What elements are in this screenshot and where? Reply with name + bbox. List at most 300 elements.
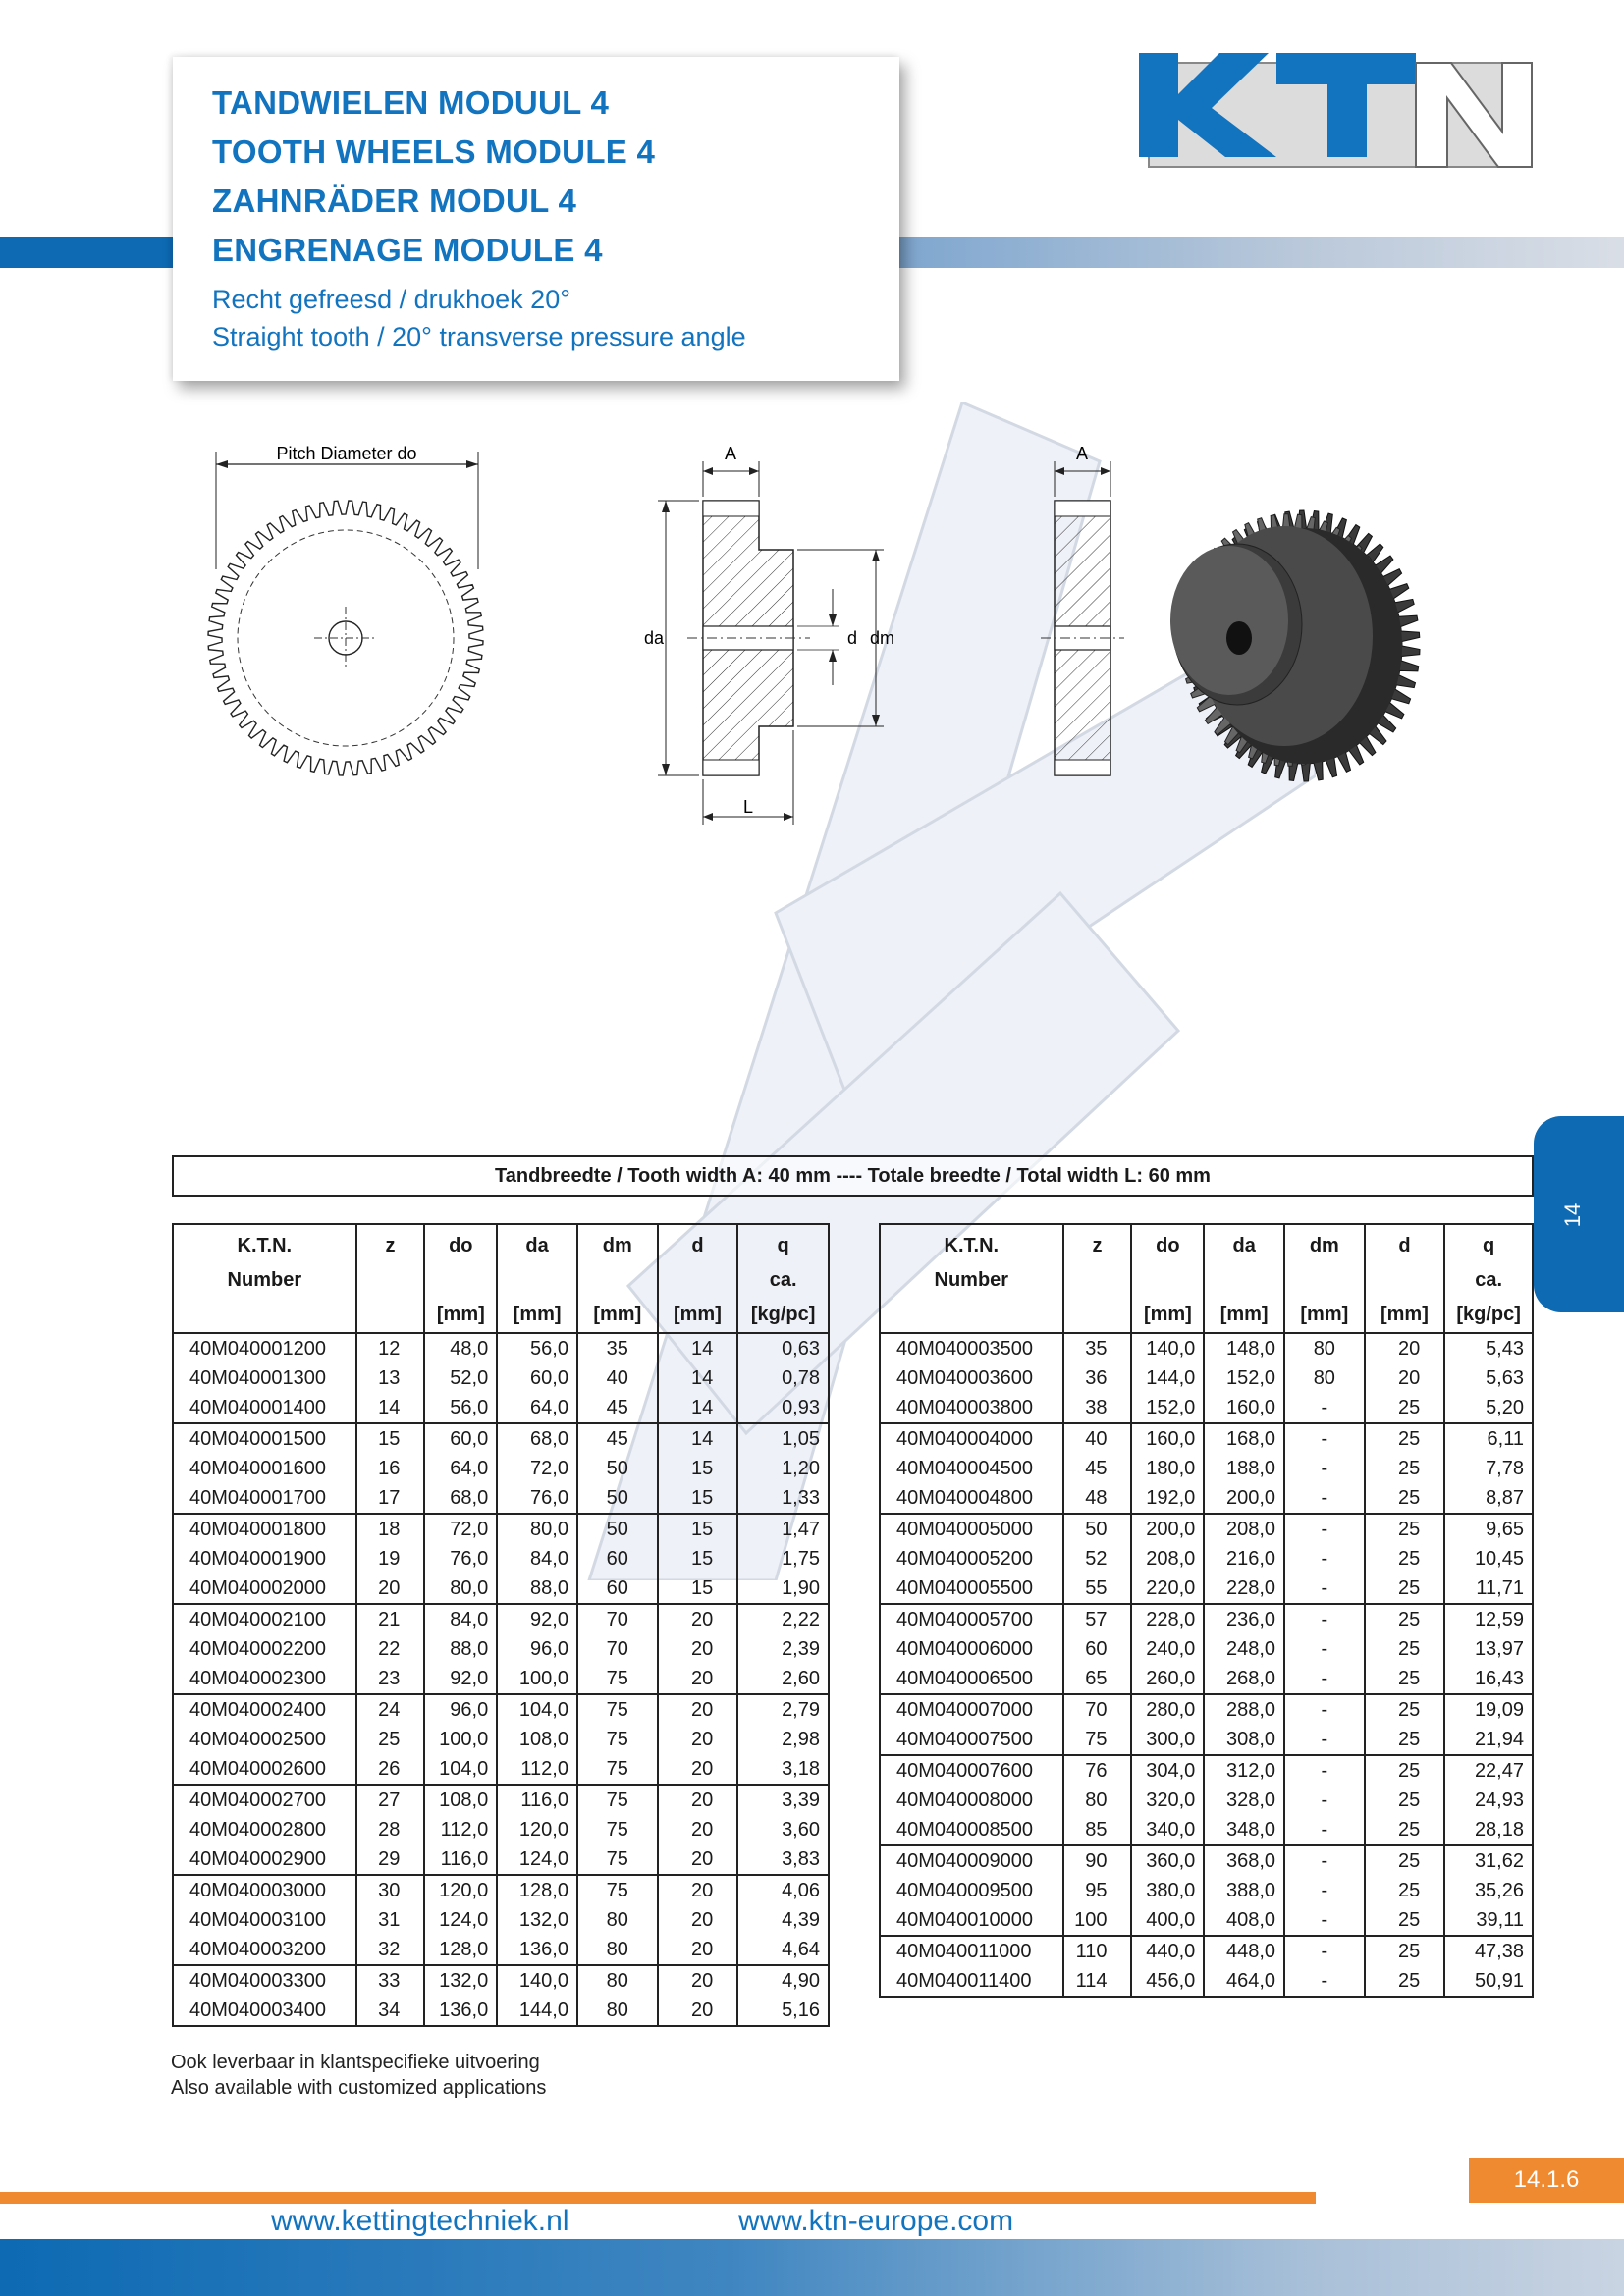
cell-z: 17	[356, 1483, 425, 1514]
table-row	[173, 1634, 829, 1664]
cell-ktn-number: 40M040004800	[880, 1483, 1063, 1514]
cell-ktn-number: 40M040002300	[173, 1664, 356, 1694]
cell-q: 1,90	[737, 1574, 829, 1604]
cell-dm: 70	[577, 1634, 658, 1664]
cell-d: 25	[1365, 1786, 1445, 1815]
cell-da: 160,0	[1204, 1393, 1284, 1423]
cell-da: 64,0	[497, 1393, 577, 1423]
cell-d: 15	[658, 1454, 738, 1483]
cell-dm: 75	[577, 1725, 658, 1754]
cell-da: 112,0	[497, 1754, 577, 1785]
cell-dm: 75	[577, 1664, 658, 1694]
cell-dm: 80	[1284, 1363, 1365, 1393]
cell-ktn-number: 40M040002600	[173, 1754, 356, 1785]
cell-q: 47,38	[1444, 1936, 1533, 1966]
cell-q: 3,60	[737, 1815, 829, 1844]
dim-a2-label: A	[1075, 444, 1089, 463]
cell-q: 5,43	[1444, 1333, 1533, 1363]
cell-ktn-number: 40M040007600	[880, 1755, 1063, 1786]
table-row	[173, 1905, 829, 1935]
cell-da: 152,0	[1204, 1363, 1284, 1393]
cell-q: 2,98	[737, 1725, 829, 1754]
col-z: z	[1063, 1224, 1132, 1333]
table-row	[173, 1514, 829, 1544]
dim-da-label: da	[643, 628, 665, 648]
cell-dm: 50	[577, 1483, 658, 1514]
cell-dm: -	[1284, 1544, 1365, 1574]
cell-q: 5,16	[737, 1996, 829, 2026]
table-row	[173, 1935, 829, 1965]
cell-da: 56,0	[497, 1333, 577, 1363]
cell-dm: 50	[577, 1454, 658, 1483]
cell-do: 280,0	[1131, 1694, 1204, 1725]
cell-dm: 60	[577, 1544, 658, 1574]
cell-d: 20	[658, 1844, 738, 1875]
cell-da: 348,0	[1204, 1815, 1284, 1845]
table-row	[880, 1363, 1533, 1393]
cell-do: 80,0	[424, 1574, 497, 1604]
table-row	[880, 1725, 1533, 1755]
cell-da: 84,0	[497, 1544, 577, 1574]
cell-dm: -	[1284, 1483, 1365, 1514]
cell-ktn-number: 40M040003200	[173, 1935, 356, 1965]
cell-do: 160,0	[1131, 1423, 1204, 1454]
cell-q: 5,20	[1444, 1393, 1533, 1423]
cell-dm: 80	[577, 1965, 658, 1996]
cell-d: 20	[658, 1604, 738, 1634]
dim-a-label: A	[724, 444, 737, 463]
cell-z: 34	[356, 1996, 425, 2026]
cell-do: 72,0	[424, 1514, 497, 1544]
cell-z: 24	[356, 1694, 425, 1725]
cell-ktn-number: 40M040003300	[173, 1965, 356, 1996]
dim-d-label: d	[846, 628, 858, 648]
cell-da: 268,0	[1204, 1664, 1284, 1694]
cell-ktn-number: 40M040001900	[173, 1544, 356, 1574]
table-row	[880, 1786, 1533, 1815]
cell-dm: -	[1284, 1634, 1365, 1664]
cell-da: 368,0	[1204, 1845, 1284, 1876]
cell-z: 18	[356, 1514, 425, 1544]
cell-da: 80,0	[497, 1514, 577, 1544]
cell-z: 90	[1063, 1845, 1132, 1876]
table-row	[173, 1423, 829, 1454]
cell-d: 14	[658, 1393, 738, 1423]
dim-l-label: L	[742, 797, 754, 817]
cell-ktn-number: 40M040002700	[173, 1785, 356, 1815]
cell-ktn-number: 40M040002400	[173, 1694, 356, 1725]
subtitle-nl: Recht gefreesd / drukhoek 20°	[212, 285, 571, 314]
cell-d: 25	[1365, 1454, 1445, 1483]
cell-q: 35,26	[1444, 1876, 1533, 1905]
table-row	[880, 1393, 1533, 1423]
cell-dm: 75	[577, 1815, 658, 1844]
cell-do: 104,0	[424, 1754, 497, 1785]
cell-z: 35	[1063, 1333, 1132, 1363]
cell-ktn-number: 40M040002800	[173, 1815, 356, 1844]
cell-da: 120,0	[497, 1815, 577, 1844]
cell-d: 25	[1365, 1755, 1445, 1786]
cell-dm: -	[1284, 1604, 1365, 1634]
table-row	[173, 1754, 829, 1785]
table-row	[880, 1664, 1533, 1694]
cell-d: 25	[1365, 1634, 1445, 1664]
page-number: 14.1.6	[1469, 2158, 1624, 2203]
cell-q: 2,79	[737, 1694, 829, 1725]
cell-dm: 35	[577, 1333, 658, 1363]
table-row	[173, 1333, 829, 1363]
cell-d: 25	[1365, 1936, 1445, 1966]
table-row	[880, 1966, 1533, 1997]
cell-d: 15	[658, 1514, 738, 1544]
cell-z: 38	[1063, 1393, 1132, 1423]
table-row	[880, 1755, 1533, 1786]
cell-z: 33	[356, 1965, 425, 1996]
cell-do: 200,0	[1131, 1514, 1204, 1544]
cell-dm: -	[1284, 1905, 1365, 1936]
cell-z: 52	[1063, 1544, 1132, 1574]
cell-do: 240,0	[1131, 1634, 1204, 1664]
col-z: z	[356, 1224, 425, 1333]
cell-da: 60,0	[497, 1363, 577, 1393]
cell-do: 124,0	[424, 1905, 497, 1935]
cell-q: 0,63	[737, 1333, 829, 1363]
cell-dm: 75	[577, 1844, 658, 1875]
table-row	[880, 1574, 1533, 1604]
cell-dm: -	[1284, 1786, 1365, 1815]
cell-do: 360,0	[1131, 1845, 1204, 1876]
cell-dm: -	[1284, 1725, 1365, 1755]
title-nl: TANDWIELEN MODUUL 4	[212, 84, 610, 121]
cell-z: 16	[356, 1454, 425, 1483]
cell-da: 68,0	[497, 1423, 577, 1454]
cell-do: 300,0	[1131, 1725, 1204, 1755]
cell-ktn-number: 40M040003000	[173, 1875, 356, 1905]
table-row	[173, 1725, 829, 1754]
title-en: TOOTH WHEELS MODULE 4	[212, 133, 656, 170]
chapter-tab-label: 14	[1560, 1202, 1586, 1228]
cell-do: 112,0	[424, 1815, 497, 1844]
cell-da: 96,0	[497, 1634, 577, 1664]
cell-d: 15	[658, 1483, 738, 1514]
cell-do: 144,0	[1131, 1363, 1204, 1393]
cell-do: 128,0	[424, 1935, 497, 1965]
col-ktn: K.T.N. Number	[880, 1224, 1063, 1333]
cell-ktn-number: 40M040005200	[880, 1544, 1063, 1574]
cell-q: 0,78	[737, 1363, 829, 1393]
cell-ktn-number: 40M040011000	[880, 1936, 1063, 1966]
cell-dm: 60	[577, 1574, 658, 1604]
tooth-width-banner: Tandbreedte / Tooth width A: 40 mm ---- Totale breedte / Total width L: 60 mm	[172, 1155, 1534, 1197]
cell-q: 39,11	[1444, 1905, 1533, 1936]
chapter-tab	[1534, 1116, 1624, 1312]
footer-orange-line	[0, 2192, 1316, 2204]
gear-plain-section-view	[1041, 444, 1124, 775]
cell-d: 20	[658, 1935, 738, 1965]
cell-q: 2,22	[737, 1604, 829, 1634]
table-row	[173, 1544, 829, 1574]
cell-q: 1,20	[737, 1454, 829, 1483]
cell-da: 88,0	[497, 1574, 577, 1604]
cell-q: 3,83	[737, 1844, 829, 1875]
cell-z: 95	[1063, 1876, 1132, 1905]
cell-da: 136,0	[497, 1935, 577, 1965]
cell-dm: -	[1284, 1966, 1365, 1997]
cell-dm: -	[1284, 1514, 1365, 1544]
cell-do: 180,0	[1131, 1454, 1204, 1483]
cell-d: 20	[658, 1905, 738, 1935]
table-row	[880, 1876, 1533, 1905]
cell-z: 55	[1063, 1574, 1132, 1604]
cell-do: 320,0	[1131, 1786, 1204, 1815]
table-row	[880, 1936, 1533, 1966]
table-row	[173, 1604, 829, 1634]
cell-d: 20	[658, 1785, 738, 1815]
cell-do: 108,0	[424, 1785, 497, 1815]
table-row	[173, 1965, 829, 1996]
cell-ktn-number: 40M040003100	[173, 1905, 356, 1935]
cell-ktn-number: 40M040008000	[880, 1786, 1063, 1815]
cell-da: 236,0	[1204, 1604, 1284, 1634]
cell-ktn-number: 40M040003400	[173, 1996, 356, 2026]
link-kettingtechniek[interactable]: www.kettingtechniek.nl	[271, 2205, 569, 2237]
cell-d: 14	[658, 1363, 738, 1393]
cell-d: 20	[658, 1754, 738, 1785]
cell-do: 152,0	[1131, 1393, 1204, 1423]
col-dm: dm [mm]	[577, 1224, 658, 1333]
table-row	[880, 1333, 1533, 1363]
table-row	[880, 1423, 1533, 1454]
cell-d: 25	[1365, 1574, 1445, 1604]
cell-do: 48,0	[424, 1333, 497, 1363]
cell-da: 144,0	[497, 1996, 577, 2026]
title-fr: ENGRENAGE MODULE 4	[212, 232, 603, 268]
cell-do: 456,0	[1131, 1966, 1204, 1997]
cell-da: 188,0	[1204, 1454, 1284, 1483]
cell-ktn-number: 40M040003600	[880, 1363, 1063, 1393]
cell-q: 4,90	[737, 1965, 829, 1996]
link-ktn-europe[interactable]: www.ktn-europe.com	[738, 2205, 1014, 2237]
cell-d: 25	[1365, 1604, 1445, 1634]
title-de: ZAHNRÄDER MODUL 4	[212, 183, 577, 219]
cell-z: 75	[1063, 1725, 1132, 1755]
cell-z: 40	[1063, 1423, 1132, 1454]
cell-d: 15	[658, 1544, 738, 1574]
title-box	[173, 57, 899, 381]
cell-q: 19,09	[1444, 1694, 1533, 1725]
cell-dm: 80	[577, 1935, 658, 1965]
cell-da: 464,0	[1204, 1966, 1284, 1997]
cell-ktn-number: 40M040002900	[173, 1844, 356, 1875]
cell-ktn-number: 40M040002100	[173, 1604, 356, 1634]
cell-do: 92,0	[424, 1664, 497, 1694]
cell-ktn-number: 40M040003500	[880, 1333, 1063, 1363]
col-q: q ca. [kg/pc]	[737, 1224, 829, 1333]
cell-d: 25	[1365, 1725, 1445, 1755]
cell-d: 20	[658, 1725, 738, 1754]
cell-ktn-number: 40M040004000	[880, 1423, 1063, 1454]
cell-z: 65	[1063, 1664, 1132, 1694]
cell-da: 140,0	[497, 1965, 577, 1996]
cell-do: 228,0	[1131, 1604, 1204, 1634]
cell-d: 20	[1365, 1363, 1445, 1393]
cell-dm: -	[1284, 1755, 1365, 1786]
cell-dm: 70	[577, 1604, 658, 1634]
cell-dm: 45	[577, 1393, 658, 1423]
cell-d: 14	[658, 1333, 738, 1363]
cell-z: 57	[1063, 1604, 1132, 1634]
cell-q: 8,87	[1444, 1483, 1533, 1514]
cell-do: 52,0	[424, 1363, 497, 1393]
table-row	[173, 1363, 829, 1393]
cell-d: 25	[1365, 1876, 1445, 1905]
cell-da: 248,0	[1204, 1634, 1284, 1664]
cell-q: 2,60	[737, 1664, 829, 1694]
cell-q: 21,94	[1444, 1725, 1533, 1755]
cell-d: 25	[1365, 1694, 1445, 1725]
table-row	[173, 1785, 829, 1815]
cell-da: 76,0	[497, 1483, 577, 1514]
cell-q: 4,39	[737, 1905, 829, 1935]
col-d: d [mm]	[1365, 1224, 1445, 1333]
footer-band	[0, 2239, 1624, 2296]
cell-q: 22,47	[1444, 1755, 1533, 1786]
table-row	[880, 1694, 1533, 1725]
cell-q: 1,47	[737, 1514, 829, 1544]
cell-q: 6,11	[1444, 1423, 1533, 1454]
table-row	[173, 1664, 829, 1694]
cell-d: 25	[1365, 1815, 1445, 1845]
cell-da: 72,0	[497, 1454, 577, 1483]
cell-ktn-number: 40M040005500	[880, 1574, 1063, 1604]
cell-da: 132,0	[497, 1905, 577, 1935]
cell-do: 100,0	[424, 1725, 497, 1754]
cell-da: 312,0	[1204, 1755, 1284, 1786]
cell-ktn-number: 40M040007500	[880, 1725, 1063, 1755]
cell-z: 30	[356, 1875, 425, 1905]
cell-z: 21	[356, 1604, 425, 1634]
cell-d: 25	[1365, 1393, 1445, 1423]
gear-front-view	[208, 501, 483, 775]
cell-da: 100,0	[497, 1664, 577, 1694]
cell-d: 20	[658, 1694, 738, 1725]
cell-z: 23	[356, 1664, 425, 1694]
cell-do: 84,0	[424, 1604, 497, 1634]
table-row	[880, 1905, 1533, 1936]
cell-d: 20	[658, 1634, 738, 1664]
cell-da: 408,0	[1204, 1905, 1284, 1936]
cell-dm: 80	[1284, 1333, 1365, 1363]
table-row	[880, 1454, 1533, 1483]
cell-do: 208,0	[1131, 1544, 1204, 1574]
cell-dm: -	[1284, 1393, 1365, 1423]
table-row	[880, 1514, 1533, 1544]
cell-da: 288,0	[1204, 1694, 1284, 1725]
cell-d: 20	[658, 1875, 738, 1905]
cell-d: 25	[1365, 1544, 1445, 1574]
cell-dm: 40	[577, 1363, 658, 1393]
cell-dm: 50	[577, 1514, 658, 1544]
cell-ktn-number: 40M040001600	[173, 1454, 356, 1483]
cell-q: 9,65	[1444, 1514, 1533, 1544]
cell-da: 448,0	[1204, 1936, 1284, 1966]
cell-da: 216,0	[1204, 1544, 1284, 1574]
cell-z: 36	[1063, 1363, 1132, 1393]
cell-da: 104,0	[497, 1694, 577, 1725]
cell-d: 25	[1365, 1966, 1445, 1997]
technical-drawings	[196, 432, 1571, 844]
cell-do: 380,0	[1131, 1876, 1204, 1905]
table-row	[173, 1815, 829, 1844]
cell-q: 11,71	[1444, 1574, 1533, 1604]
cell-d: 20	[1365, 1333, 1445, 1363]
cell-do: 260,0	[1131, 1664, 1204, 1694]
cell-z: 27	[356, 1785, 425, 1815]
cell-d: 20	[658, 1664, 738, 1694]
cell-do: 60,0	[424, 1423, 497, 1454]
cell-z: 13	[356, 1363, 425, 1393]
cell-ktn-number: 40M040009000	[880, 1845, 1063, 1876]
cell-do: 140,0	[1131, 1333, 1204, 1363]
cell-do: 56,0	[424, 1393, 497, 1423]
cell-z: 60	[1063, 1634, 1132, 1664]
cell-z: 80	[1063, 1786, 1132, 1815]
cell-da: 308,0	[1204, 1725, 1284, 1755]
cell-d: 15	[658, 1574, 738, 1604]
cell-z: 31	[356, 1905, 425, 1935]
cell-q: 1,05	[737, 1423, 829, 1454]
cell-ktn-number: 40M040005700	[880, 1604, 1063, 1634]
table-row	[173, 1393, 829, 1423]
cell-da: 148,0	[1204, 1333, 1284, 1363]
cell-do: 192,0	[1131, 1483, 1204, 1514]
col-da: da [mm]	[497, 1224, 577, 1333]
cell-q: 24,93	[1444, 1786, 1533, 1815]
cell-ktn-number: 40M040005000	[880, 1514, 1063, 1544]
cell-do: 220,0	[1131, 1574, 1204, 1604]
cell-q: 7,78	[1444, 1454, 1533, 1483]
cell-z: 32	[356, 1935, 425, 1965]
cell-ktn-number: 40M040011400	[880, 1966, 1063, 1997]
table-row	[173, 1996, 829, 2026]
cell-do: 120,0	[424, 1875, 497, 1905]
cell-ktn-number: 40M040003800	[880, 1393, 1063, 1423]
col-da: da [mm]	[1204, 1224, 1284, 1333]
cell-q: 1,33	[737, 1483, 829, 1514]
cell-da: 108,0	[497, 1725, 577, 1754]
col-do: do [mm]	[424, 1224, 497, 1333]
gear-section-view	[644, 444, 894, 825]
table-row	[880, 1845, 1533, 1876]
col-dm: dm [mm]	[1284, 1224, 1365, 1333]
cell-d: 25	[1365, 1905, 1445, 1936]
cell-z: 114	[1063, 1966, 1132, 1997]
cell-q: 4,06	[737, 1875, 829, 1905]
cell-d: 25	[1365, 1483, 1445, 1514]
cell-z: 14	[356, 1393, 425, 1423]
cell-dm: 75	[577, 1754, 658, 1785]
cell-do: 440,0	[1131, 1936, 1204, 1966]
gear-table-right	[879, 1223, 1534, 1998]
cell-z: 15	[356, 1423, 425, 1454]
table-row	[173, 1844, 829, 1875]
cell-z: 110	[1063, 1936, 1132, 1966]
table-row	[880, 1483, 1533, 1514]
cell-dm: 75	[577, 1875, 658, 1905]
cell-z: 26	[356, 1754, 425, 1785]
cell-do: 400,0	[1131, 1905, 1204, 1936]
gear-table-left	[172, 1223, 830, 2027]
